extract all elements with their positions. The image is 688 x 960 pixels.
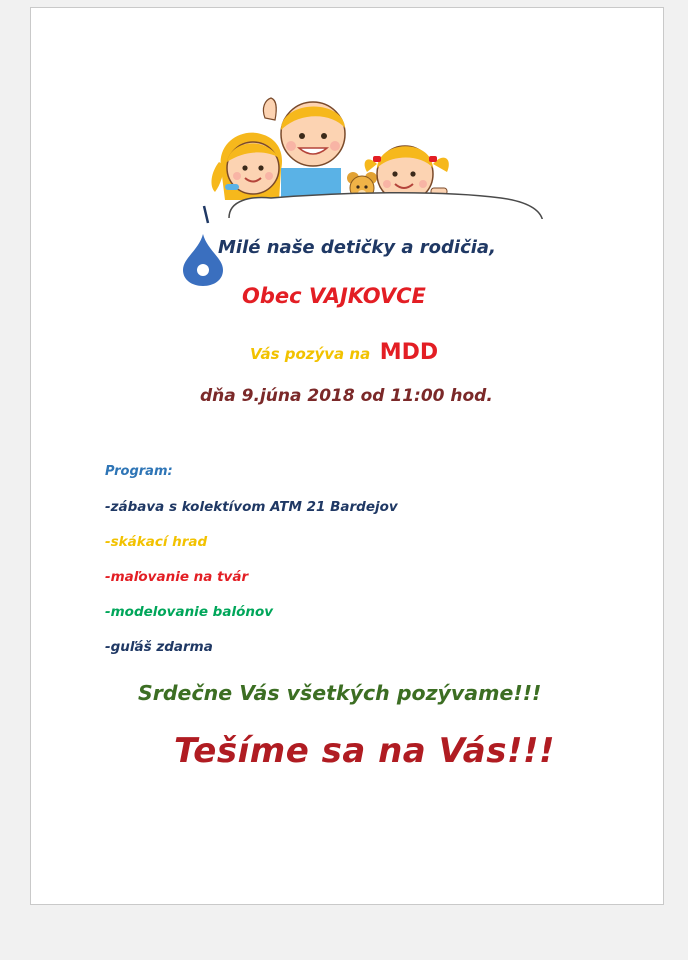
program-item: -modelovanie balónov xyxy=(105,604,274,620)
program-title: Program: xyxy=(105,464,173,479)
invite-text: Vás pozýva na xyxy=(250,345,371,363)
event-date: dňa 9.júna 2018 od 11:00 hod. xyxy=(200,386,493,406)
invite-line xyxy=(250,340,438,365)
greeting-text: Milé naše detičky a rodičia, xyxy=(218,237,496,258)
girl-left xyxy=(212,133,283,200)
closing-invitation: Srdečne Vás všetkých pozývame!!! xyxy=(138,681,542,705)
program-item: -skákací hrad xyxy=(105,534,208,550)
program-item: -maľovanie na tvár xyxy=(105,569,249,585)
organizer-title: Obec VAJKOVCE xyxy=(242,284,426,308)
program-item: -guľáš zdarma xyxy=(105,639,213,655)
kids-peeking-illustration xyxy=(181,88,551,288)
invitation-poster xyxy=(30,7,664,905)
closing-headline: Tešíme sa na Vás!!! xyxy=(174,731,555,771)
water-drop-icon xyxy=(183,234,223,286)
event-name: MDD xyxy=(379,340,439,365)
program-item: -zábava s kolektívom ATM 21 Bardejov xyxy=(105,499,398,515)
drop-string xyxy=(204,206,208,223)
